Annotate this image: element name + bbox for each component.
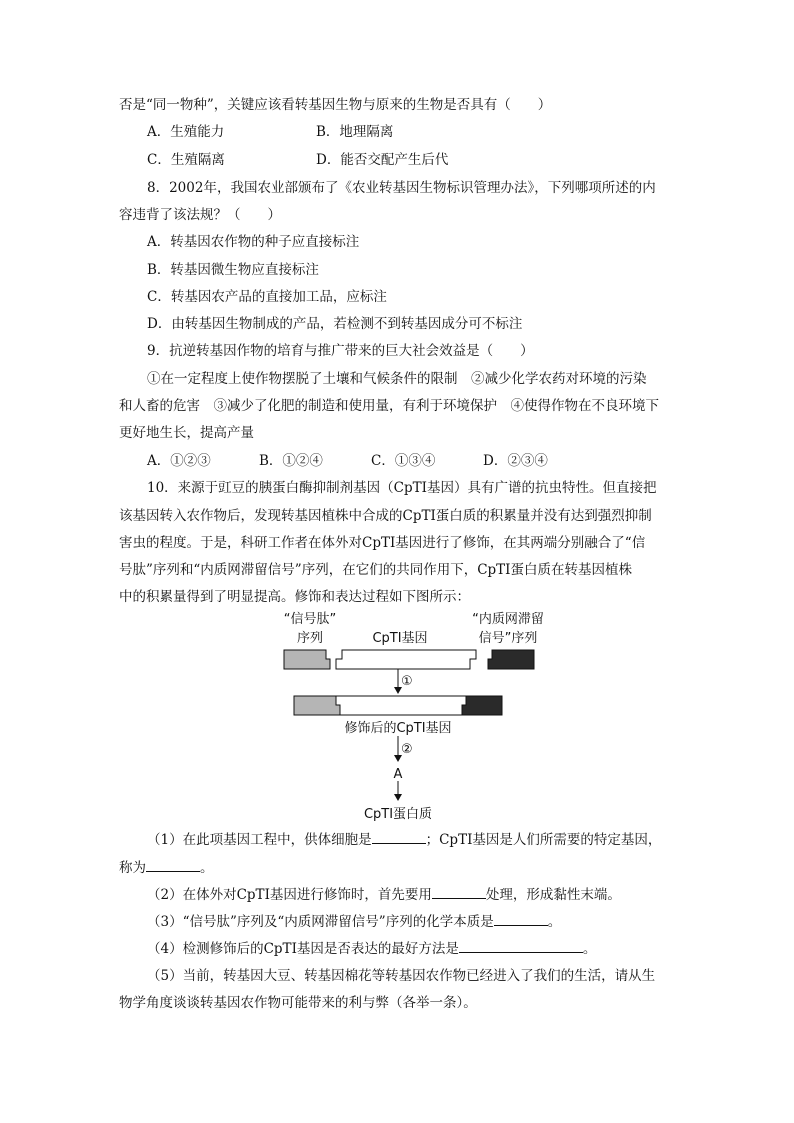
signal-peptide-label-line2: 序列 [296, 631, 324, 646]
q10-sub1-text-a: （1）在此项基因工程中，供体细胞是 [147, 832, 372, 848]
intermediate-a-label: A [393, 767, 403, 782]
q9-stem: 9．抗逆转基因作物的培育与推广带来的巨大社会效益是（ ） [147, 343, 534, 359]
q10-sub1-text-d: 。 [200, 860, 214, 876]
q8-option-b: B．转基因微生物应直接标注 [147, 262, 319, 278]
modified-gene-label: 修饰后的CpTI基因 [344, 721, 452, 736]
q8-stem-line2: 容违背了该法规？（ ） [119, 207, 281, 223]
modified-er-signal-segment [462, 696, 502, 715]
q10-stem-line1: 10．来源于豇豆的胰蛋白酶抑制剂基因（CpTI基因）具有广谱的抗虫特性。但直接把 [147, 480, 657, 496]
q8-option-d: D．由转基因生物制成的产品，若检测不到转基因成分可不标注 [147, 316, 523, 332]
q10-stem-line3: 害虫的程度。于是，科研工作者在体外对CpTI基因进行了修饰，在其两端分别融合了“信 [119, 535, 646, 551]
cptI-protein-label: CpTI蛋白质 [363, 807, 433, 822]
gene-modification-diagram [270, 608, 570, 826]
q10-sub3 [147, 911, 561, 932]
q9-statements-line3: 更好地生长，提高产量 [119, 425, 254, 441]
q8-option-c: C．转基因农产品的直接加工品，应标注 [147, 289, 387, 305]
q9-option-b: B．①②④ [259, 453, 323, 469]
q10-sub4-text-a: （4）检测修饰后的CpTI基因是否表达的最好方法是 [147, 941, 459, 957]
q9-option-a: A．①②③ [147, 453, 211, 469]
cptI-gene-fragment [336, 650, 476, 669]
answer-blank-detection-method[interactable] [459, 938, 583, 953]
q10-sub5-line1: （5）当前，转基因大豆、转基因棉花等转基因农作物已经进入了我们的生活，请从生 [147, 968, 656, 984]
q10-stem-line2: 该基因转入农作物后，发现转基因植株中合成的CpTI蛋白质的积累量并没有达到强烈抑制 [119, 508, 652, 524]
q7-option-d: D．能否交配产生后代 [316, 152, 449, 168]
step2-label: ② [401, 742, 413, 757]
q8-stem-line1: 8．2002年，我国农业部颁布了《农业转基因生物标识管理办法》，下列哪项所述的内 [147, 180, 656, 196]
q10-sub1-text-c: 称为 [119, 860, 146, 876]
q10-sub3-text-a: （3）“信号肽”序列及“内质网滞留信号”序列的化学本质是 [147, 914, 494, 930]
er-signal-fragment [488, 650, 534, 669]
q10-sub1-line1 [147, 829, 661, 850]
answer-blank-chemical-nature[interactable] [494, 911, 548, 926]
q10-sub4-text-b: 。 [582, 941, 597, 957]
q8-option-a: A．转基因农作物的种子应直接标注 [147, 234, 360, 250]
q7-option-a: A．生殖能力 [147, 124, 225, 140]
answer-blank-enzyme[interactable] [432, 884, 486, 899]
er-signal-label-line1: “内质网滞留 [472, 612, 544, 627]
q7-option-b: B．地理隔离 [316, 124, 394, 140]
answer-blank-target-gene[interactable] [146, 857, 200, 872]
q10-sub2 [147, 884, 621, 905]
signal-peptide-fragment [284, 650, 330, 669]
step1-label: ① [401, 674, 413, 689]
q9-statements-line2: 和人畜的危害 ③减少了化肥的制造和使用量，有利于环境保护 ④使得作物在不良环境下 [119, 398, 659, 414]
q7-stem-continuation: 否是“同一物种”，关键应该看转基因生物与原来的生物是否具有（ ） [119, 97, 552, 113]
q10-sub5-line2: 物学角度谈谈转基因农作物可能带来的利与弊（各举一条）。 [119, 995, 477, 1011]
answer-blank-donor-cell[interactable] [372, 829, 426, 844]
q10-sub2-text-a: （2）在体外对CpTI基因进行修饰时，首先要用 [147, 887, 432, 903]
signal-peptide-label-line1: “信号肽” [283, 612, 337, 627]
cptI-gene-label: CpTI基因 [372, 631, 428, 646]
q7-option-c: C．生殖隔离 [147, 152, 225, 168]
q10-sub2-text-b: 处理，形成黏性末端。 [485, 887, 621, 903]
q9-option-d: D．②③④ [483, 453, 548, 469]
q10-stem-line5: 中的积累量得到了明显提高。修饰和表达过程如下图所示： [119, 589, 470, 605]
q9-option-c: C．①③④ [371, 453, 436, 469]
q10-sub1-text-b: ；CpTI基因是人们所需要的特定基因， [425, 832, 662, 848]
q10-sub1-line2 [119, 857, 214, 878]
modified-signal-peptide-segment [294, 696, 340, 715]
q9-statements-line1: ①在一定程度上使作物摆脱了土壤和气候条件的限制 ②减少化学农药对环境的污染 [147, 371, 647, 387]
q10-sub3-text-b: 。 [547, 914, 562, 930]
q10-sub4 [147, 938, 596, 959]
er-signal-label-line2: 信号”序列 [478, 631, 538, 646]
q10-stem-line4: 号肽”序列和“内质网滞留信号”序列，在它们的共同作用下，CpTI蛋白质在转基因植株 [119, 562, 633, 578]
